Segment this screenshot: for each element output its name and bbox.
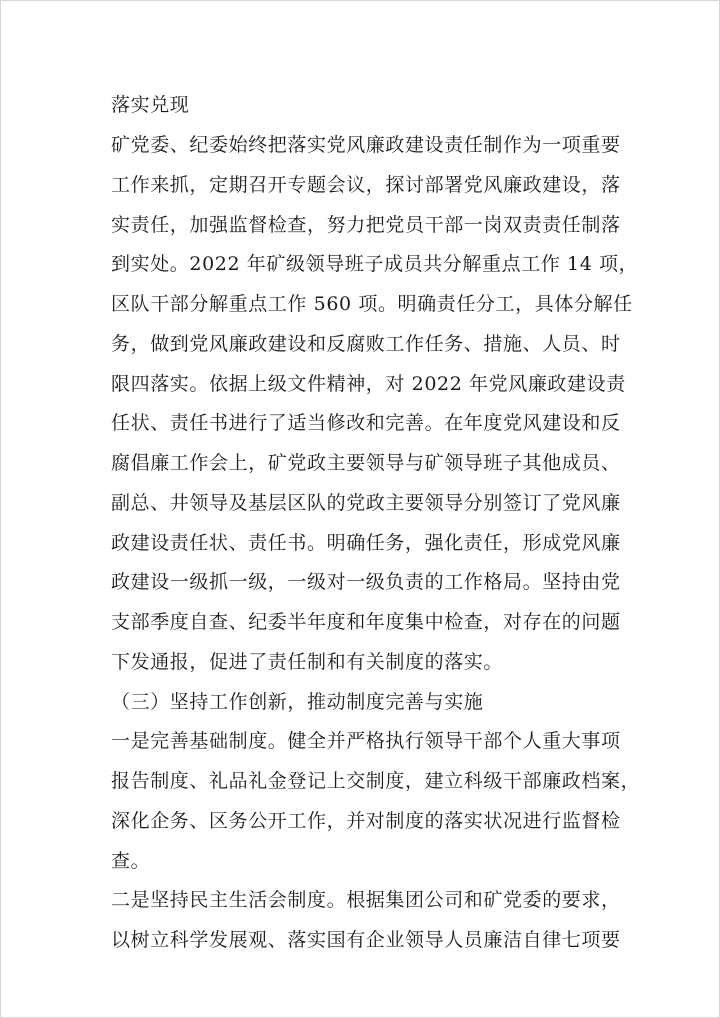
text-line: 政建设一级抓一级，一级对一级负责的工作格局。坚持由党 [111,571,621,593]
text-line-paragraph-end: 查。 [111,850,151,872]
text-line: 报告制度、礼品礼金登记上交制度，建立科级干部廉政档案， [111,770,641,792]
text-line: 支部季度自查、纪委半年度和年度集中检查，对存在的问题 [111,611,621,633]
text-line: 实责任，加强监督检查，努力把党员干部一岗双责责任制落 [111,214,621,236]
text-line: 腐倡廉工作会上，矿党政主要领导与矿领导班子其他成员、 [111,452,621,474]
text-line: 限四落实。依据上级文件精神，对 2022 年党风廉政建设责 [111,373,626,395]
text-line: 到实处。2022 年矿级领导班子成员共分解重点工作 14 项， [111,253,639,275]
text-line-section-ending: 落实兑现 [111,94,190,116]
text-line: 务，做到党风廉政建设和反腐败工作任务、措施、人员、时 [111,333,621,355]
text-line: 区队干部分解重点工作 560 项。明确责任分工，具体分解任 [111,293,633,315]
text-line: 深化企务、区务公开工作，并对制度的落实状况进行监督检 [111,810,621,832]
text-line: 一是完善基础制度。健全并严格执行领导干部个人重大事项 [111,730,621,752]
text-line: 二是坚持民主生活会制度。根据集团公司和矿党委的要求， [111,889,621,911]
text-line: 以树立科学发展观、落实国有企业领导人员廉洁自律七项要 [111,929,621,951]
text-line-paragraph-end: 下发通报，促进了责任制和有关制度的落实。 [111,651,504,673]
text-line: 副总、井领导及基层区队的党政主要领导分别签订了党风廉 [111,492,621,514]
text-line: 政建设责任状、责任书。明确任务，强化责任，形成党风廉 [111,532,621,554]
section-heading: （三）坚持工作创新，推动制度完善与实施 [111,691,484,713]
text-line: 矿党委、纪委始终把落实党风廉政建设责任制作为一项重要 [111,134,621,156]
text-line: 任状、责任书进行了适当修改和完善。在年度党风建设和反 [111,412,621,434]
text-line: 工作来抓，定期召开专题会议，探讨部署党风廉政建设，落 [111,174,621,196]
